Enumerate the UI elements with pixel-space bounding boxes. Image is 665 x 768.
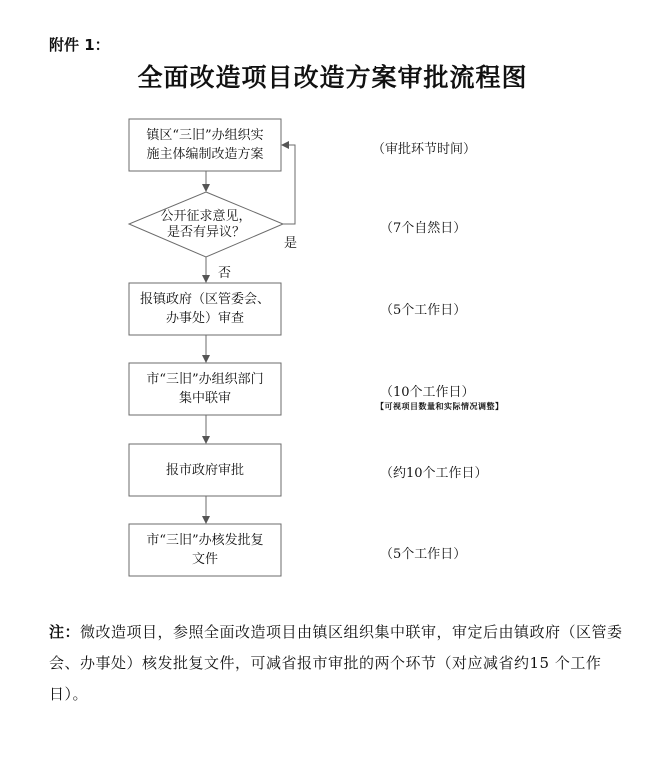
time-step3: （10个工作日）	[380, 385, 475, 400]
flow-step-4: 报市政府审批	[165, 462, 244, 478]
attachment-label: 附件 1：	[49, 36, 110, 54]
time-step5: （5个工作日）	[380, 547, 467, 562]
footnote	[49, 617, 624, 710]
yes-label: 是	[284, 236, 298, 251]
footnote-label: 注：	[49, 623, 81, 641]
flow-step-5: 市“三旧”办核发批复 文件	[146, 533, 264, 567]
flow-step-2: 报镇政府（区管委会、 办事处）审查	[139, 292, 270, 326]
flow-step-3: 市“三旧”办组织部门 集中联审	[146, 372, 264, 406]
no-label: 否	[218, 266, 232, 281]
time-step4: （约10个工作日）	[380, 466, 488, 481]
footnote-text: 微改造项目，参照全面改造项目由镇区组织集中联审，审定后由镇政府（区管委会、办事处）核发批复文件，可减省报市审批的两个环节（对应减省约15 个工作日）。	[49, 623, 623, 703]
time-step2: （5个工作日）	[380, 303, 467, 318]
flow-decision: 公开征求意见， 是否有异议？	[160, 208, 252, 240]
time-step3-note: 【可视项目数量和实际情况调整】	[376, 402, 504, 411]
time-decision: （7个自然日）	[380, 221, 467, 236]
arrow-yes-loop	[282, 145, 295, 224]
flow-step-1: 镇区“三旧”办组织实 施主体编制改造方案	[146, 128, 264, 162]
time-header: （审批环节时间）	[372, 142, 477, 157]
page-title: 全面改造项目改造方案审批流程图	[137, 63, 528, 92]
